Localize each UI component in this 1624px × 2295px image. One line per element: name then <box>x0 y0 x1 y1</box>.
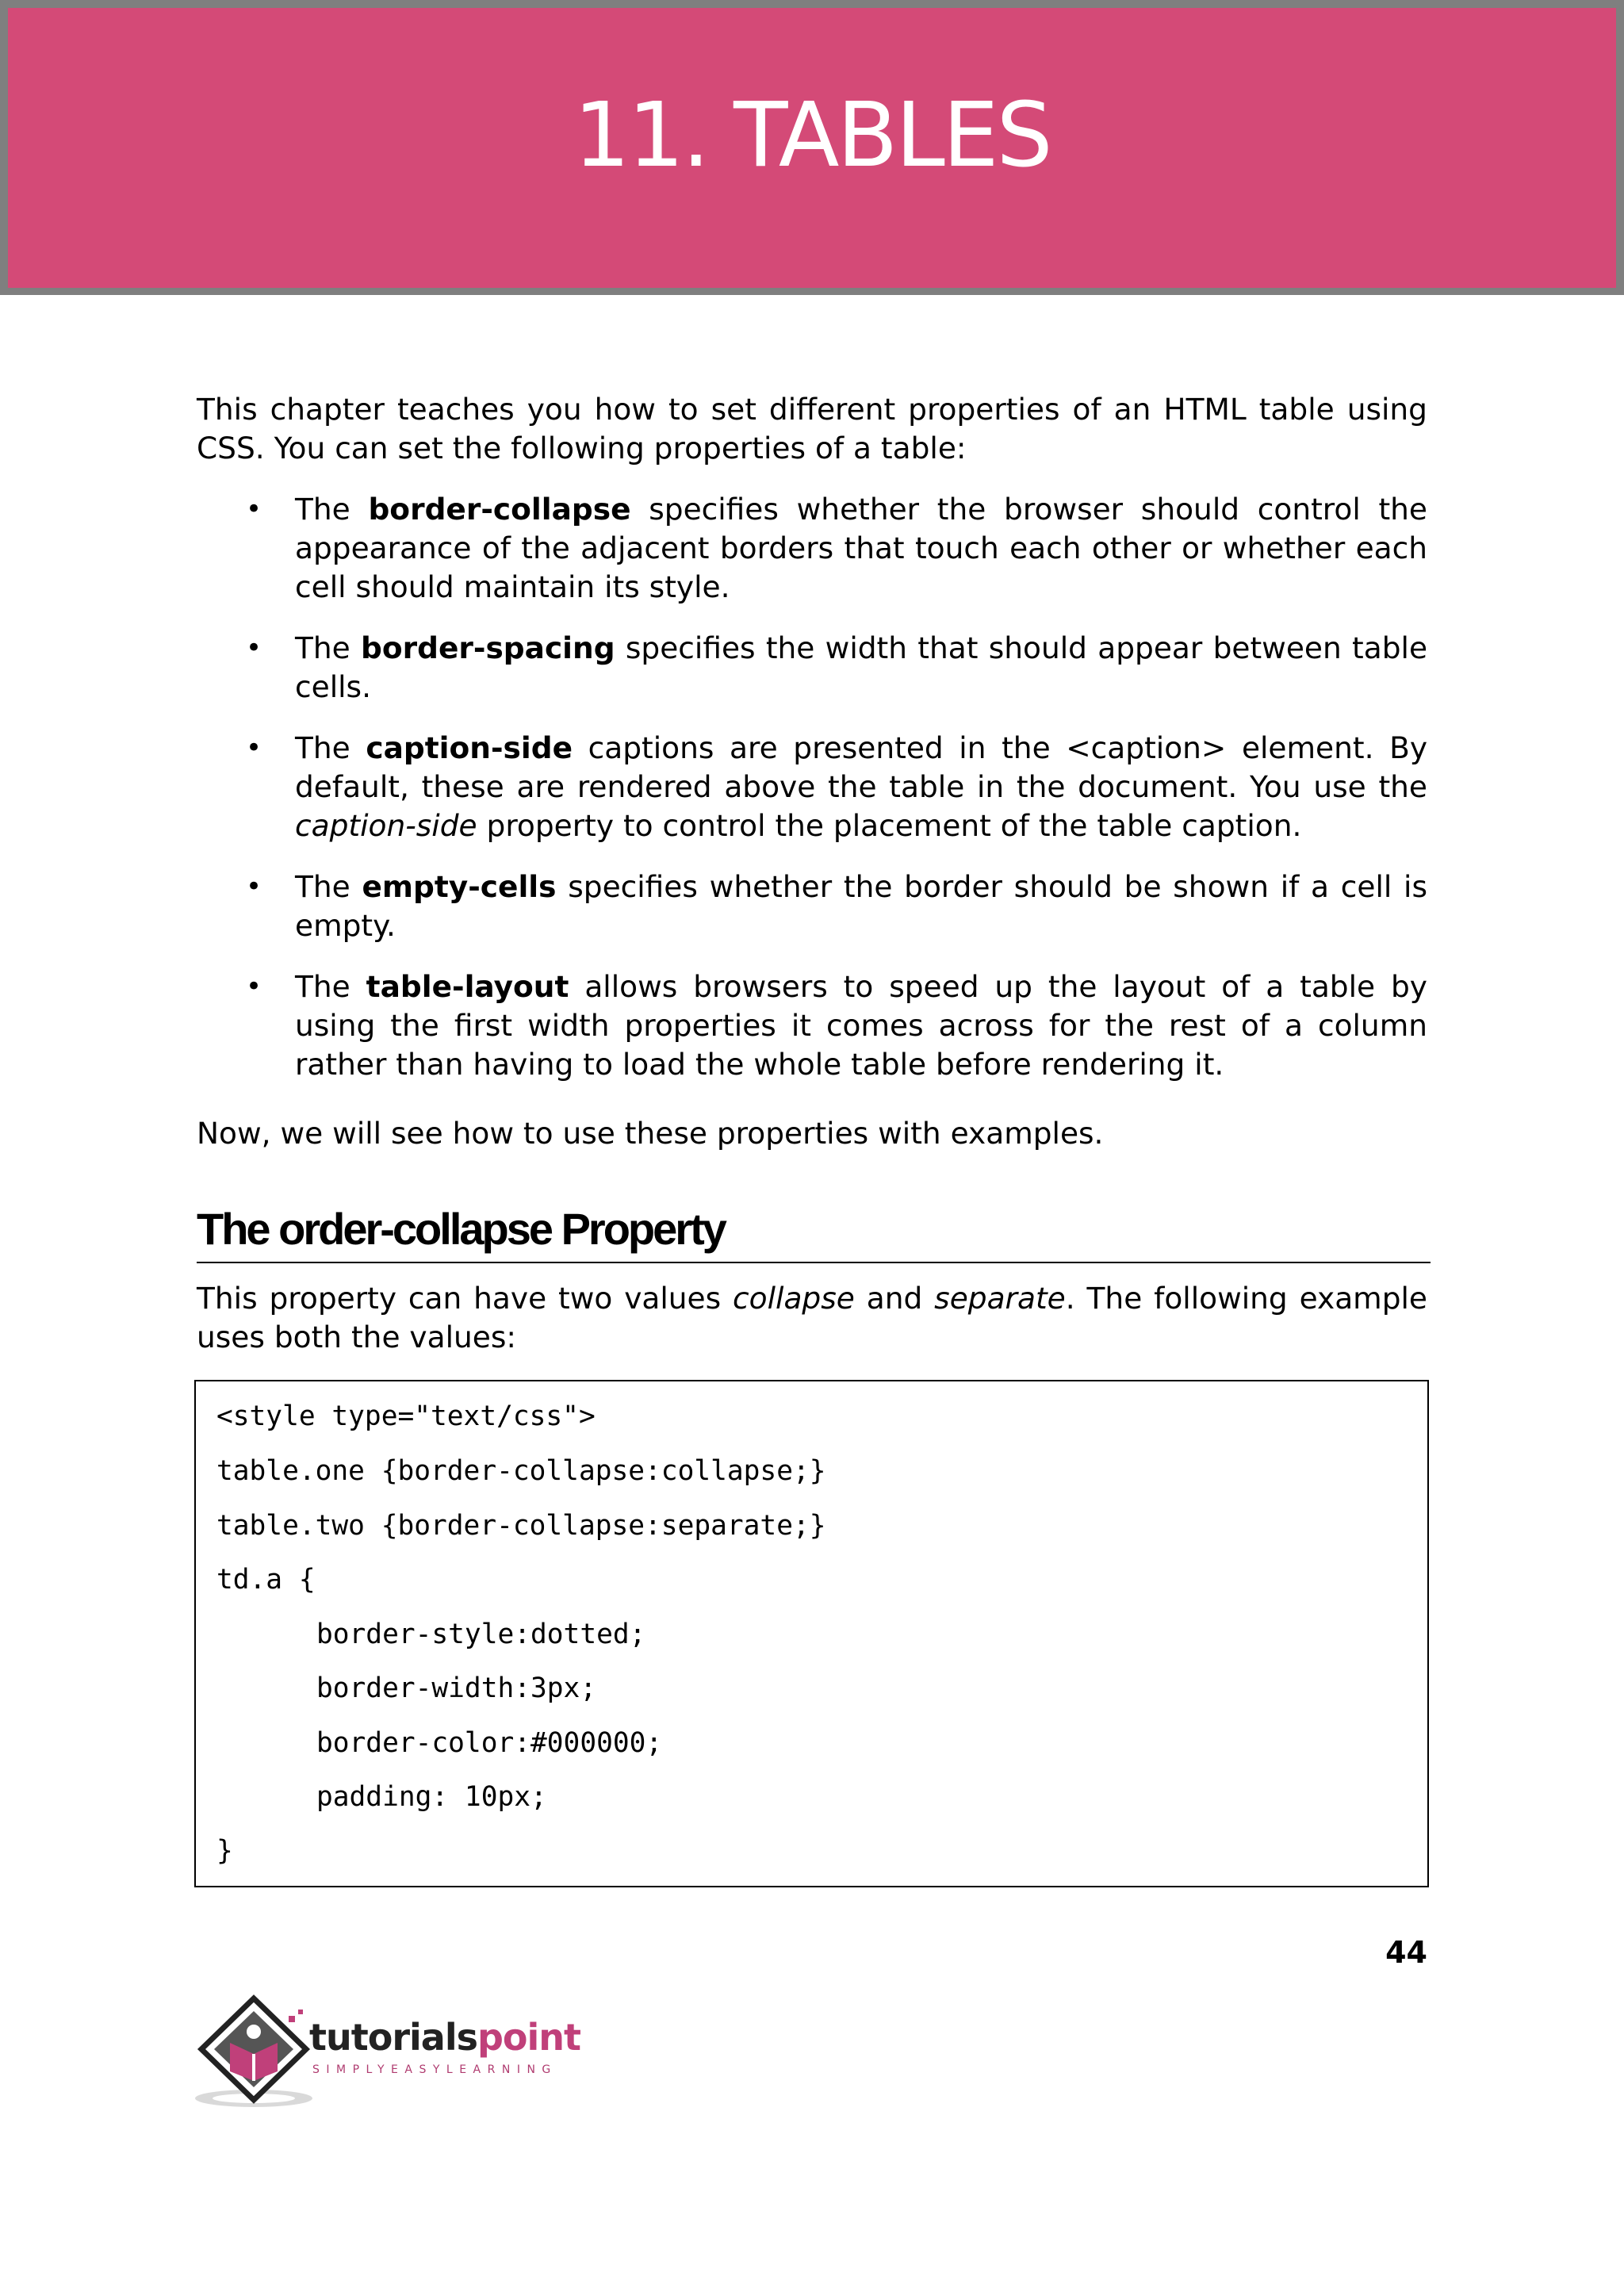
item-lead: The <box>295 630 350 665</box>
code-line: border-width:3px; <box>316 1672 597 1704</box>
section-heading: The order-collapse Property <box>197 1201 1431 1263</box>
section-intro-block <box>197 1279 1427 1357</box>
list-item <box>197 490 1427 607</box>
section-text: This property can have two values <box>197 1281 722 1316</box>
property-name: table-layout <box>366 969 569 1004</box>
code-block <box>194 1380 1429 1887</box>
property-description: captions are presented in the <caption> element. By default, these are rendered above the table in the document. You use the <box>295 730 1428 804</box>
tutorialspoint-logo <box>193 1992 598 2111</box>
property-list <box>197 490 1427 1106</box>
item-lead: The <box>295 969 350 1004</box>
property-name: border-spacing <box>361 630 615 665</box>
outro-block <box>197 1114 1427 1153</box>
section-italic-value: separate <box>934 1281 1066 1316</box>
code-line: padding: 10px; <box>316 1781 547 1813</box>
code-line: border-color:#000000; <box>316 1727 663 1759</box>
bullet-icon: • <box>246 871 262 902</box>
code-line: table.two {border-collapse:separate;} <box>216 1510 826 1542</box>
logo-icon <box>193 1992 312 2111</box>
page-number: 44 <box>1385 1935 1427 1970</box>
property-description: property to control the placement of the table caption. <box>486 808 1302 843</box>
bullet-icon: • <box>246 632 262 664</box>
code-line: table.one {border-collapse:collapse;} <box>216 1455 826 1487</box>
item-lead: The <box>295 492 350 527</box>
section-paragraph <box>197 1279 1427 1357</box>
intro-paragraph: This chapter teaches you how to set different properties of an HTML table using CSS. You can set the following properties of a table: <box>197 392 1427 466</box>
item-lead: The <box>295 869 350 904</box>
property-description: specifies whether the border should be shown if a cell is empty. <box>295 869 1428 943</box>
list-item <box>197 967 1427 1084</box>
bullet-icon: • <box>246 493 262 525</box>
property-description: specifies whether the browser should control the appearance of the adjacent borders that touch each other or whether each cell should maintain its style. <box>295 492 1428 604</box>
property-name: empty-cells <box>362 869 557 904</box>
code-line: } <box>216 1835 233 1867</box>
property-name: caption-side <box>366 730 573 765</box>
list-item <box>197 868 1427 945</box>
item-lead: The <box>295 730 350 765</box>
property-name: border-collapse <box>368 492 631 527</box>
intro-block <box>197 390 1427 468</box>
logo-tagline: SIMPLYEASYLEARNING <box>312 2063 557 2076</box>
chapter-title: 11. TABLES <box>573 84 1051 187</box>
property-description: specifies the width that should appear between table cells. <box>295 630 1428 704</box>
property-description-italic: caption-side <box>295 808 477 843</box>
list-item <box>197 729 1427 845</box>
section-text: and <box>866 1281 923 1316</box>
logo-wordmark: tutorialspoint <box>309 2016 581 2059</box>
code-line: td.a { <box>216 1564 316 1596</box>
outro-paragraph: Now, we will see how to use these properties with examples. <box>197 1116 1104 1151</box>
bullet-icon: • <box>246 732 262 764</box>
list-item <box>197 629 1427 707</box>
bullet-icon: • <box>246 971 262 1002</box>
property-description: allows browsers to speed up the layout of a table by using the first width properties it comes across for the rest of a column rather than having to load the whole table before rendering it. <box>295 969 1427 1082</box>
code-line: <style type="text/css"> <box>216 1400 596 1432</box>
section-italic-value: collapse <box>733 1281 855 1316</box>
chapter-banner <box>0 0 1624 295</box>
code-line: border-style:dotted; <box>316 1619 646 1650</box>
section-text: . The following example uses both the values: <box>197 1281 1428 1354</box>
